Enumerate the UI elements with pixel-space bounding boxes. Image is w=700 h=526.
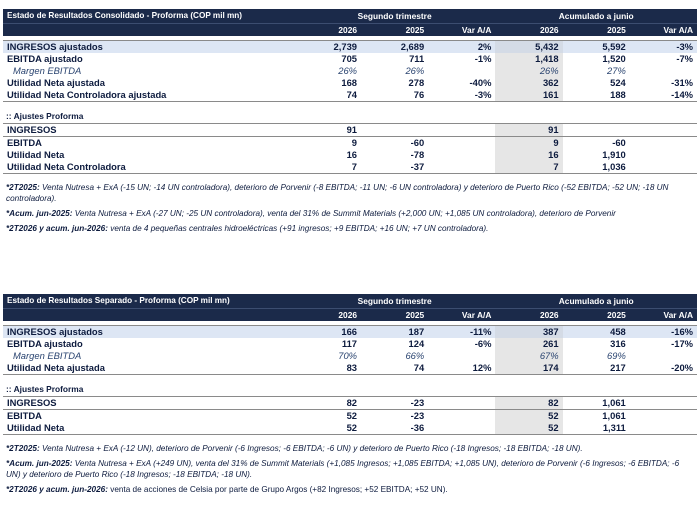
column-header: 2026 — [294, 24, 361, 37]
cell: 52 — [294, 422, 361, 435]
cell — [630, 149, 697, 161]
cell: 16 — [346, 149, 358, 160]
cell — [428, 350, 495, 362]
cell: 316 — [610, 338, 626, 349]
cell: 26% — [405, 65, 425, 76]
footnote-key: *2T2026 y acum. jun-2026: — [6, 485, 108, 494]
table-title: Estado de Resultados Consolidado - Proforma (COP mil mn) — [3, 9, 294, 24]
footnote-text: Venta Nutresa + ExA (-27 UN; -25 UN controladora), venta del 31% de Summit Materials (+2,000 UN; +1,085 UN controladora), deterioro de Porvenir — [72, 209, 616, 218]
footnote-key: *2T2025: — [6, 444, 40, 453]
footnote-key: *2T2026 y acum. jun-2026: — [6, 224, 108, 233]
cell: 82 — [346, 397, 358, 408]
cell: -40% — [469, 77, 492, 88]
column-header-row — [3, 24, 697, 37]
row-label: Utilidad Neta ajustada — [7, 77, 105, 88]
cell: 458 — [563, 326, 630, 339]
row-label: EBITDA ajustado — [7, 53, 83, 64]
row-label: INGRESOS ajustados — [3, 326, 294, 339]
cell — [428, 137, 495, 150]
cell: 74 — [294, 89, 361, 102]
table-row — [3, 397, 697, 410]
separate-adjustments-table — [3, 397, 697, 435]
cell: -11% — [428, 326, 495, 339]
cell: 174 — [495, 362, 562, 375]
cell: 1,520 — [602, 53, 626, 64]
cell — [630, 124, 697, 137]
cell: 2% — [428, 41, 495, 54]
column-header-row — [3, 309, 697, 322]
footnote-text: Venta Nutresa + ExA (+249 UN), venta del 31% de Summit Materials (+1,085 Ingresos; +1,085 EBITDA; +1,085 UN), deterioro de Porvenir (-6 Ingresos; -6 EBITDA; -6 UN) y deterioro de Puerto Rico (-18 Ingresos; -18 EBITDA; -18 UN). — [6, 459, 680, 479]
cell: 52 — [495, 422, 562, 435]
cell: 1,061 — [602, 397, 626, 408]
cell: 2,689 — [361, 41, 428, 54]
table-header-row — [3, 294, 697, 309]
cell: -23 — [361, 410, 428, 423]
table-row — [3, 161, 697, 174]
cell — [630, 161, 697, 174]
column-header: 2026 — [294, 309, 361, 322]
cell: 67% — [495, 350, 562, 362]
cell: 168 — [341, 77, 358, 88]
table-row — [3, 124, 697, 137]
table-row — [3, 338, 697, 350]
column-header: Var A/A — [428, 24, 495, 37]
cell: 217 — [563, 362, 630, 375]
table-row — [3, 53, 697, 65]
cell: 7 — [495, 161, 562, 174]
cell: 70% — [338, 350, 358, 361]
cell: 26% — [338, 65, 358, 76]
cell: 74 — [361, 362, 428, 375]
footnote — [6, 443, 694, 454]
cell — [361, 124, 428, 137]
table-row — [3, 410, 697, 423]
column-header: 2025 — [563, 24, 630, 37]
cell: 91 — [495, 124, 562, 137]
cell: -60 — [361, 137, 428, 150]
cell: 16 — [495, 149, 562, 161]
cell: -17% — [671, 338, 693, 349]
cell: -1% — [474, 53, 492, 64]
table-row — [3, 77, 697, 89]
row-label: INGRESOS ajustados — [3, 41, 294, 54]
table-row — [3, 89, 697, 102]
column-header: 2025 — [361, 309, 428, 322]
row-label: Utilidad Neta Controladora ajustada — [3, 89, 294, 102]
cell — [630, 410, 697, 423]
cell: 1,910 — [602, 149, 626, 160]
group-header-ytd: Acumulado a junio — [495, 9, 697, 24]
table-row — [3, 350, 697, 362]
footnote-key: *2T2025: — [6, 183, 40, 192]
row-label: Utilidad Neta — [7, 149, 65, 160]
separate-notes — [6, 443, 694, 495]
table-row — [3, 137, 697, 150]
cell: 82 — [495, 397, 562, 410]
row-label: INGRESOS — [7, 124, 57, 135]
cell — [428, 149, 495, 161]
row-label: Utilidad Neta Controladora — [3, 161, 294, 174]
cell: 166 — [294, 326, 361, 339]
footnote — [6, 484, 694, 495]
cell: -78 — [410, 149, 425, 160]
footnote-key: *Acum. jun-2025: — [6, 209, 73, 218]
cell: 52 — [294, 410, 361, 423]
cell: -16% — [630, 326, 697, 339]
cell: 66% — [405, 350, 425, 361]
cell: 117 — [341, 338, 358, 349]
cell: 1,311 — [563, 422, 630, 435]
cell: -3% — [428, 89, 495, 102]
cell: -20% — [630, 362, 697, 375]
cell: 52 — [495, 410, 562, 423]
footnote — [6, 458, 694, 480]
group-header-quarter: Segundo trimestre — [294, 294, 496, 309]
footnote — [6, 223, 694, 234]
cell — [630, 137, 697, 150]
cell: -37 — [361, 161, 428, 174]
cell: 524 — [610, 77, 626, 88]
adjustments-title: :: Ajustes Proforma — [6, 384, 84, 394]
cell — [428, 161, 495, 174]
row-label: Utilidad Neta ajustada — [3, 362, 294, 375]
row-label: EBITDA ajustado — [7, 338, 83, 349]
footnote-text: venta de 4 pequeñas centrales hidroeléctricas (+91 ingresos; +9 EBITDA; +16 UN; +7 UN controladora). — [107, 224, 489, 233]
column-header: 2025 — [563, 309, 630, 322]
table-row — [3, 41, 697, 54]
table-row — [3, 65, 697, 77]
table-row — [3, 422, 697, 435]
cell — [563, 124, 630, 137]
cell: 83 — [294, 362, 361, 375]
cell: 5,592 — [563, 41, 630, 54]
cell: -36 — [361, 422, 428, 435]
column-header: Var A/A — [428, 309, 495, 322]
cell: -31% — [671, 77, 693, 88]
cell: 705 — [341, 53, 358, 64]
cell: 711 — [409, 53, 425, 64]
column-header: Var A/A — [630, 24, 697, 37]
cell: 124 — [408, 338, 425, 349]
consolidated-section — [0, 9, 700, 238]
column-header: 2026 — [495, 309, 562, 322]
footnote-key: *Acum. jun-2025: — [6, 459, 73, 468]
footnote-text: venta de acciones de Celsia por parte de Grupo Argos (+82 Ingresos; +52 EBITDA; +52 UN). — [107, 485, 448, 494]
cell: 2,739 — [294, 41, 361, 54]
cell: 9 — [294, 137, 361, 150]
consolidated-adjustments-table — [3, 124, 697, 174]
cell: -3% — [630, 41, 697, 54]
cell: 26% — [495, 65, 562, 77]
row-label: Margen EBITDA — [13, 65, 82, 76]
cell: 261 — [495, 338, 562, 350]
cell: 69% — [607, 350, 626, 361]
column-header-blank — [3, 24, 294, 37]
cell: 91 — [346, 124, 358, 135]
cell: -14% — [630, 89, 697, 102]
cell: -60 — [563, 137, 630, 150]
cell: 188 — [563, 89, 630, 102]
cell: 9 — [495, 137, 562, 150]
table-row — [3, 149, 697, 161]
row-label: INGRESOS — [7, 397, 57, 408]
table-row — [3, 326, 697, 339]
cell: 278 — [408, 77, 425, 88]
footnote — [6, 182, 694, 204]
cell — [428, 410, 495, 423]
cell — [428, 65, 495, 77]
cell — [428, 124, 495, 137]
column-header-blank — [3, 309, 294, 322]
cell — [428, 397, 495, 410]
footnote-text: Venta Nutresa + ExA (-15 UN; -14 UN controladora), deterioro de Porvenir (-8 EBITDA; -11 UN; -6 UN controladora) y deterioro de Puerto Rico (-52 EBITDA; -52 UN; -18 UN controladora). — [6, 183, 669, 203]
separate-main-table — [3, 294, 697, 375]
cell: 387 — [495, 326, 562, 339]
table-row — [3, 362, 697, 375]
footnote — [6, 208, 694, 219]
cell: 187 — [361, 326, 428, 339]
cell — [630, 65, 697, 77]
cell — [630, 397, 697, 410]
cell — [428, 422, 495, 435]
footnote-text: Venta Nutresa + ExA (-12 UN), deterioro de Porvenir (-6 Ingresos; -6 EBITDA; -6 UN) y deterioro de Puerto Rico (-18 Ingresos; -18 EBITDA; -18 UN). — [39, 444, 583, 453]
cell: 7 — [294, 161, 361, 174]
cell — [630, 350, 697, 362]
separate-section — [0, 294, 700, 499]
cell — [630, 422, 697, 435]
cell: 5,432 — [495, 41, 562, 54]
row-label: Margen EBITDA — [13, 350, 82, 361]
cell: -6% — [474, 338, 492, 349]
cell: 12% — [428, 362, 495, 375]
cell: 27% — [607, 65, 626, 76]
column-header: 2025 — [361, 24, 428, 37]
cell: -23 — [410, 397, 425, 408]
row-label: EBITDA — [3, 410, 294, 423]
cell: 161 — [495, 89, 562, 102]
column-header: Var A/A — [630, 309, 697, 322]
column-header: 2026 — [495, 24, 562, 37]
cell: 76 — [361, 89, 428, 102]
group-header-ytd: Acumulado a junio — [495, 294, 697, 309]
cell: 362 — [495, 77, 562, 89]
cell: 1,061 — [563, 410, 630, 423]
consolidated-notes — [6, 182, 694, 234]
consolidated-main-table — [3, 9, 697, 102]
adjustments-title: :: Ajustes Proforma — [6, 111, 84, 121]
group-header-quarter: Segundo trimestre — [294, 9, 496, 24]
table-header-row — [3, 9, 697, 24]
table-title: Estado de Resultados Separado - Proforma (COP mil mn) — [3, 294, 294, 309]
cell: 1,418 — [495, 53, 562, 65]
cell: 1,036 — [563, 161, 630, 174]
row-label: Utilidad Neta — [3, 422, 294, 435]
cell: -7% — [676, 53, 693, 64]
row-label: EBITDA — [3, 137, 294, 150]
